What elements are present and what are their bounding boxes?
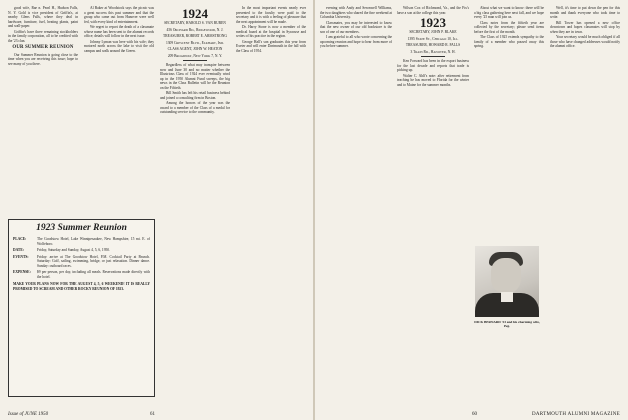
agent-label: CLASS AGENT, JOHN W. HEATON [167, 47, 223, 51]
left-column-1 [8, 6, 78, 214]
secretary-label: SECRETARY, HAROLD S. VAN BUREN [164, 21, 226, 25]
treasurer-label: TREASURER, ROBERT E. ARMSTRONG [163, 34, 227, 38]
paragraph: Classmates, you may be interested to know that the new owner of our old bookstore is the son of one of our members. [320, 20, 392, 34]
paragraph: We regret to report the death of a classmate whose name has been sent to the alumni records office; details will follow in the next issue. [84, 25, 154, 38]
paragraph: Our Summer Reunion is going close to the time when you are receiving this issue; hope to see many of you there. [8, 52, 78, 66]
paragraph: Class notes from the fiftieth year are collected by the secretary; please send items before the first of the month. [474, 20, 544, 34]
paragraph: Among the honors of the year was the award to a member of the Class of a medal for outstanding service to the community. [160, 101, 230, 114]
reunion-row-events [13, 255, 150, 269]
secretary-address: 456 Orchard Rd., Ridgewood, N. J. [166, 27, 224, 32]
agent-address: 209 Broadway, New York 7, N. Y. [167, 53, 223, 58]
paragraph: evening with Andy and Seronwell Williams, the two daughters who shared the fine weekend at Columbia University. [320, 6, 392, 19]
row-value: $9 per person, per day, including all meals. Reservations made directly with the hotel. [37, 270, 150, 279]
paragraph: About what we want to know: there will be a big class gathering here next fall, and we hope every '25 man will join us. [474, 6, 544, 19]
reunion-row-place [13, 237, 150, 246]
left-column-4 [236, 6, 306, 404]
row-value: Friday: arrive at The Goodstow Hotel, P.M. Cocktail Party at Brunch. Saturday: Golf, sailing, swimming, bridge, or just relaxation. Dinner dance. Sunday: outboard races. [37, 254, 150, 268]
left-column-2 [84, 6, 154, 214]
page-gutter [313, 0, 315, 420]
right-column-3 [474, 6, 544, 240]
paragraph: good wife, Rae n. Pearl H., Hudson Falls, N. Y. Gold is vice president of Griffin's, at nearby Glens Falls, where they deal in hardware, furniture, fuel, heating plants, paint and wall-paper. [8, 6, 78, 28]
row-label: EXPENSE: [13, 270, 31, 274]
issue-footer: Issue of JUNE 1950 [8, 412, 49, 417]
magazine-footer: DARTMOUTH ALUMNI MAGAZINE [531, 412, 620, 417]
paragraph: Bill Smith has left his retail business behind and joined a consulting firm in Boston. [160, 91, 230, 100]
reunion-row-expense [13, 270, 150, 279]
paragraph: Ken Forward has been in the export business for the last decade and reports that trade is picking up. [397, 59, 469, 72]
treasurer-label: TREASURER, HOWARD R. FALLS [405, 43, 461, 47]
reunion-closing: MAKE YOUR PLANS NOW FOR THE AUGUST 4, 5, 6 WEEKEND! IT IS REALLY PROMISED TO SCREAM AND OTHER ROCKY REUNION OF 1923. [13, 282, 150, 291]
paragraph: Johnny Lyman was here with his wife; they motored north across the lake to visit the old campus and walk around the Green. [84, 39, 154, 53]
paragraph: Wilson Cox of Richmond, Va., and the Fix's have a son at the college this year. [397, 6, 469, 15]
paragraph: Walter C. Ahlf's note: after retirement from teaching he has moved to Florida for the winter and to Maine for the summer months. [397, 73, 469, 87]
paragraph: Well, it's time to put down the pen for this month and thank everyone who took time to write. [550, 6, 620, 19]
paragraph: The Class of 1925 extends sympathy to the family of a member who passed away this spring. [474, 35, 544, 48]
treasurer-address: 3 Train Rd., Hanover, N. H. [410, 49, 456, 54]
treasurer-address: 1309 Crescent Blvd., Elkhart, Ind. [165, 40, 225, 45]
class-year-heading: 1923 [420, 15, 446, 30]
row-value: Friday, Saturday and Sunday, August 4, 5, 6, 1950. [37, 248, 111, 252]
secretary-address: 1395 State St., Chicago 10, Ill. [407, 36, 459, 41]
divider [183, 60, 207, 61]
paragraph: Al Baker at Woodstock says the picnic was a great success this past summer and that the group who came out from Hanover were well fed, with every kind of entertainment. [84, 6, 154, 24]
right-column-4 [550, 6, 620, 404]
secretary-label: SECRETARY, JOHN P. BLAKE [409, 30, 457, 34]
photo-face [491, 258, 521, 294]
row-label: DATE: [13, 248, 24, 252]
paragraph: Bill Tower has opened a new office downtown and hopes classmates will stop by when they are in town. [550, 20, 620, 34]
photo-caption: DICK BERNARD '23 and his charming wife, Peg. [474, 320, 540, 329]
class-year-heading: 1924 [182, 6, 208, 21]
couple-photo [475, 246, 539, 317]
paragraph: In the most important events nearly ever presented to the faculty were paid to the secretary and it is with a feeling of pleasure that the next appointment will be made. [236, 6, 306, 24]
paragraph: I am grateful to all who wrote concerning the upcoming reunion and hope to hear from more of you before summer. [320, 35, 392, 48]
reunion-row-date [13, 248, 150, 253]
right-column-2 [397, 6, 469, 404]
paragraph: Griffin's have three remaining stockholders in the family corporation, all to be credited with the '23 clan. [8, 29, 78, 43]
row-label: PLACE: [13, 237, 27, 241]
row-value: The Goodstow Hotel, Lake Winnipesaukee, New Hampshire, 15 mi. E. of Wolfeboro. [37, 237, 150, 246]
reunion-box [8, 219, 155, 397]
section-heading: OUR SUMMER REUNION [12, 45, 74, 50]
row-label: EVENTS: [13, 254, 29, 259]
divider [421, 56, 445, 57]
paragraph: Your secretary would be much obliged if all those who have changed addresses would notify the alumni office. [550, 35, 620, 48]
photo-collar [501, 292, 513, 302]
left-column-3 [160, 6, 230, 404]
page-number-left: 61 [150, 412, 155, 417]
right-column-1 [320, 6, 392, 404]
reunion-title: 1923 Summer Reunion [36, 223, 127, 233]
paragraph: Dr. Harry Stone is now a member of the medical board at the hospital in Syracuse and writes of his practice in the region. [236, 25, 306, 38]
page-number-right: 60 [472, 412, 477, 417]
paragraph: Regardless of what may transpire between now and June 30 and no matter whether the Illustrious Class of 1924 ever eventually wind up in the 1950 Alumni Fund sweeps, the big news in the Class Bulletin will be the Reunion on the Fiftieth. [160, 63, 230, 90]
paragraph: George Hall's son graduates this year from Exeter and will enter Dartmouth in the fall with the Class of 1954. [236, 39, 306, 53]
